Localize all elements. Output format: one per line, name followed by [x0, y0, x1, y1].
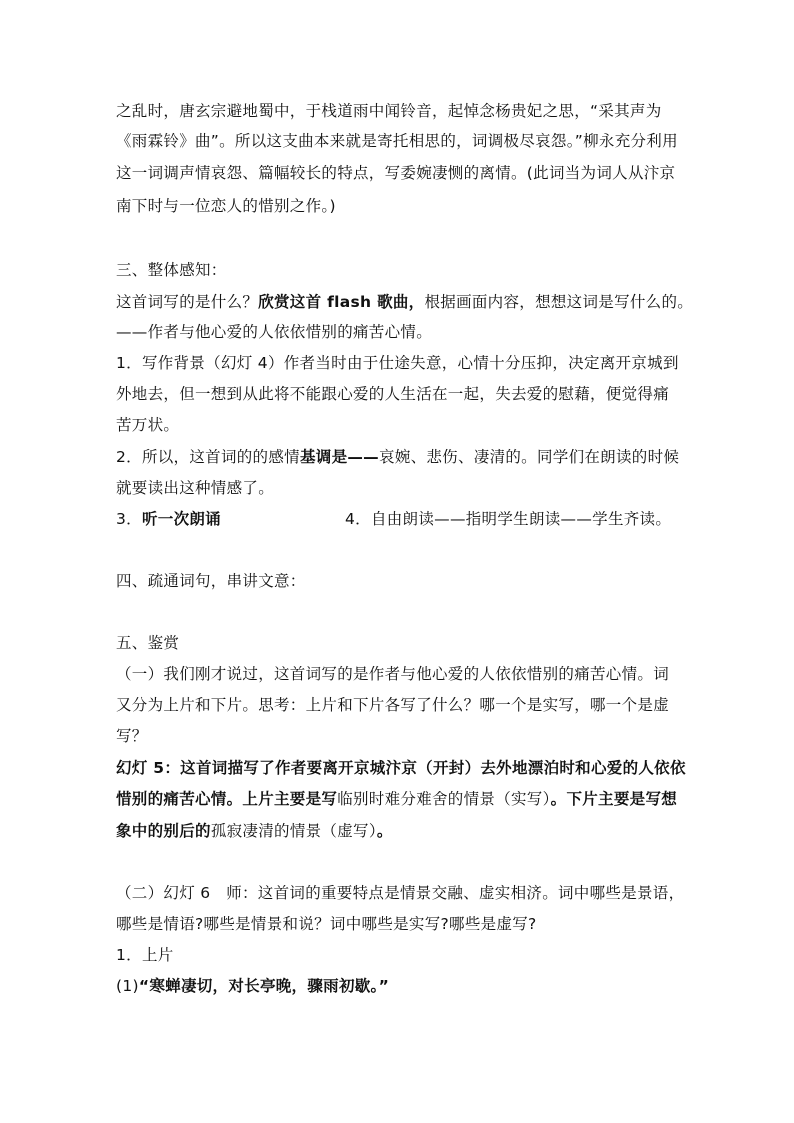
slide5-bold-text: 。 — [376, 822, 393, 840]
item2-bold-text: 基调是—— — [299, 448, 379, 466]
slide5-normal-text: 临别时难分难舍的情景（实写） — [337, 790, 551, 808]
item3-bold-text: 听一次朗诵 — [141, 510, 221, 528]
slide5-normal-text: 孤寂凄清的情景（虚写） — [210, 822, 377, 840]
intro-line: 《雨霖铃》曲”。所以这支曲本来就是寄托相思的，词调极尽哀怨。”柳永充分利用 — [116, 132, 678, 150]
slide5-bold-text: 。下片主要是写想 — [550, 790, 678, 808]
slide5-line — [116, 789, 677, 809]
list-item-2-cont: 就要读出这种情感了。 — [116, 479, 275, 497]
intro-line: 这一词调声情哀怨、篇幅较长的特点，写委婉凄恻的离情。(此词当为词人从汴京 — [116, 164, 676, 182]
section5-paragraph1: 又分为上片和下片。思考：上片和下片各写了什么？哪一个是实写，哪一个是虚 — [116, 696, 670, 714]
list-item-1: 1．写作背景（幻灯 4）作者当时由于仕途失意，心情十分压抑，决定离开京城到 — [116, 354, 679, 372]
subheading-upper-part: 1．上片 — [116, 946, 174, 964]
slide5-bold-text: 惜别的痛苦心情。上片主要是写 — [116, 790, 338, 808]
section3-question — [116, 292, 693, 312]
section5-paragraph1: 写？ — [116, 727, 148, 745]
question-rest-text: 根据画面内容，想想这词是写什么的。 — [424, 293, 694, 311]
list-item-3 — [116, 509, 221, 529]
slide5-bold-text: 象中的别后的 — [116, 822, 211, 840]
list-item-1-cont: 外地去，但一想到从此将不能跟心爱的人生活在一起，失去爱的慰藉，便觉得痛 — [116, 385, 670, 403]
section5-heading: 五、鉴赏 — [116, 634, 180, 652]
list-item-4: 4．自由朗读——指明学生朗读——学生齐读。 — [345, 510, 672, 528]
quote-number: (1) — [116, 977, 139, 995]
intro-line: 之乱时，唐玄宗避地蜀中，于栈道雨中闻铃音，起悼念杨贵妃之思，“采其声为 — [116, 102, 662, 120]
list-item-2 — [116, 447, 679, 467]
section5-paragraph2: 哪些是情语?哪些是情景和说？词中哪些是实写?哪些是虚写? — [116, 915, 537, 933]
section4-heading: 四、疏通词句，串讲文意： — [116, 572, 306, 590]
list-item-1-cont: 苦万状。 — [116, 416, 180, 434]
question-bold-text: 欣赏这首 flash 歌曲， — [258, 293, 425, 311]
slide5-line: 幻灯 5：这首词描写了作者要离开京城汴京（开封）去外地漂泊时和心爱的人依依 — [116, 759, 686, 777]
quote-text: “寒蝉凄切，对长亭晚，骤雨初歇。” — [138, 977, 390, 995]
section3-heading: 三、整体感知： — [116, 261, 227, 279]
intro-line: 南下时与一位恋人的惜别之作。) — [116, 197, 336, 215]
item2-pre-text: 2．所以，这首词的的感情 — [116, 448, 300, 466]
item3-number: 3． — [116, 510, 142, 528]
section3-answer: ——作者与他心爱的人依依惜别的痛苦心情。 — [116, 323, 433, 341]
item2-post-text: 哀婉、悲伤、凄清的。同学们在朗读的时候 — [378, 448, 680, 466]
section5-paragraph2: （二）幻灯 6 师：这首词的重要特点是情景交融、虚实相济。词中哪些是景语， — [116, 884, 685, 902]
slide5-line — [116, 821, 393, 841]
quote-line — [116, 976, 389, 996]
section5-paragraph1: （一）我们刚才说过，这首词写的是作者与他心爱的人依依惜别的痛苦心情。词 — [116, 665, 670, 683]
question-text: 这首词写的是什么？ — [116, 293, 259, 311]
